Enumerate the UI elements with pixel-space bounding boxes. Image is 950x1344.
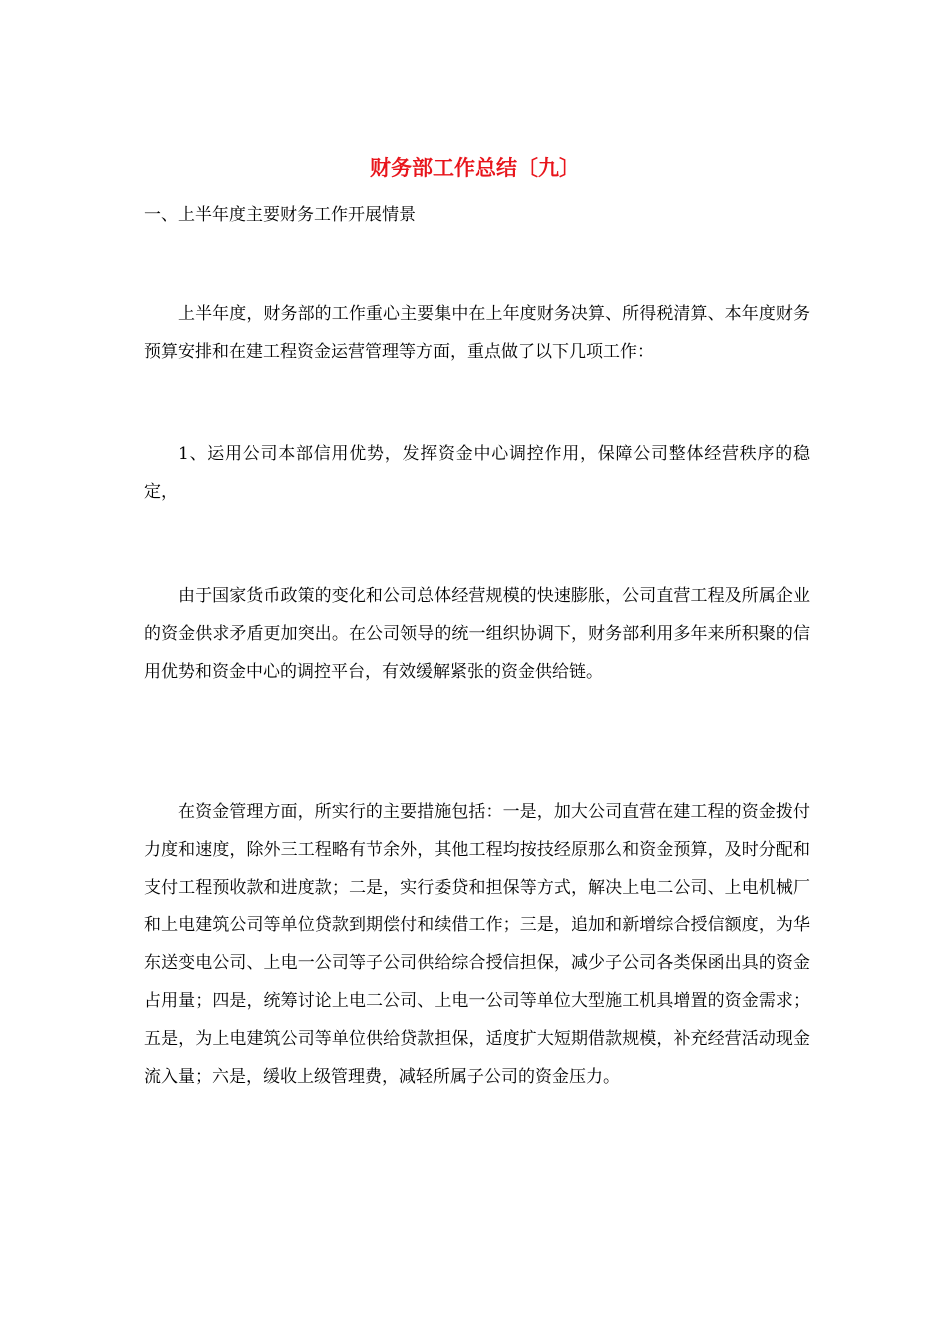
section-heading: 一、上半年度主要财务工作开展情景 <box>144 205 416 225</box>
paragraph-item-1: 1、运用公司本部信用优势，发挥资金中心调控作用，保障公司整体经营秩序的稳定， <box>144 444 810 502</box>
paragraph-funding-context: 由于国家货币政策的变化和公司总体经营规模的快速膨胀，公司直营工程及所属企业的资金供求矛盾更加突出。在公司领导的统一组织协调下，财务部利用多年来所积聚的信用优势和资金中心的调控平台，有效缓解紧张的资金供给链。 <box>144 586 810 682</box>
paragraph-funding-measures: 在资金管理方面，所实行的主要措施包括：一是，加大公司直营在建工程的资金拨付力度和速度，除外三工程略有节余外，其他工程均按技经原那么和资金预算，及时分配和支付工程预收款和进度款；二是，实行委贷和担保等方式，解决上电二公司、上电机械厂和上电建筑公司等单位贷款到期偿付和续借工作；三是，追加和新增综合授信额度，为华东送变电公司、上电一公司等子公司供给综合授信担保，减少子公司各类保函出具的资金占用量；四是，统筹讨论上电二公司、上电一公司等单位大型施工机具增置的资金需求；五是，为上电建筑公司等单位供给贷款担保，适度扩大短期借款规模，补充经营活动现金流入量；六是，缓收上级管理费，减轻所属子公司的资金压力。 <box>144 802 810 1087</box>
document-title: 财务部工作总结〔九〕 <box>370 155 580 180</box>
paragraph-intro: 上半年度，财务部的工作重心主要集中在上年度财务决算、所得税清算、本年度财务预算安排和在建工程资金运营管理等方面，重点做了以下几项工作： <box>144 304 810 362</box>
